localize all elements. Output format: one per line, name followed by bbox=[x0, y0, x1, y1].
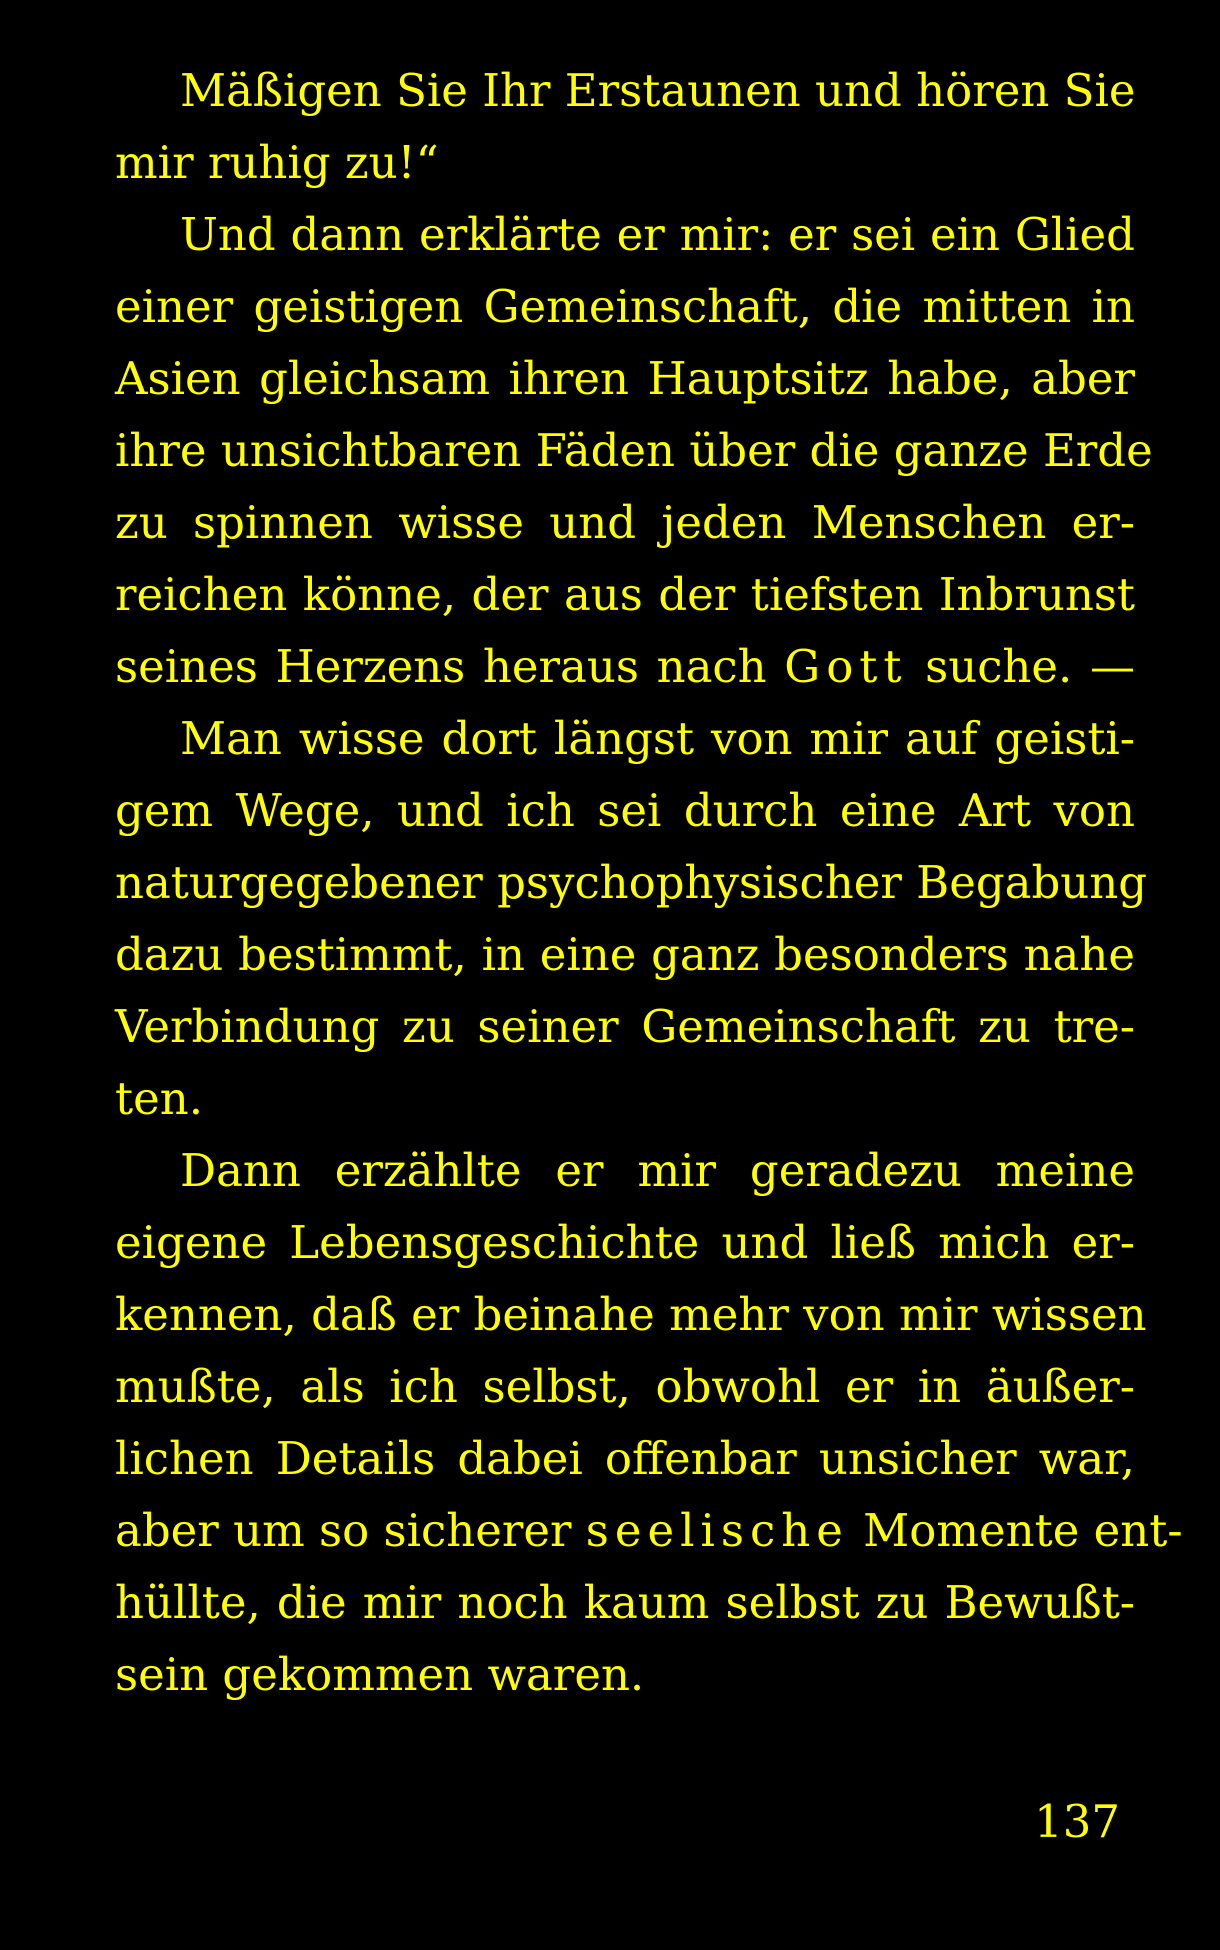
text-line: reichen könne, der aus der tiefsten Inbrunst bbox=[115, 568, 1135, 621]
text-line: dazu bestimmt, in eine ganz besonders nahe bbox=[115, 928, 1135, 981]
text-line: mußte, als ich selbst, obwohl er in äußer- bbox=[115, 1360, 1135, 1413]
spaced-word: Gott bbox=[784, 640, 908, 693]
text-line: gem Wege, und ich sei durch eine Art von bbox=[115, 784, 1135, 837]
text-line: naturgegebener psychophysischer Begabung bbox=[115, 856, 1148, 909]
text-line: mir ruhig zu!“ bbox=[115, 136, 439, 189]
body-text bbox=[115, 55, 1183, 1711]
text-line: ten. bbox=[115, 1072, 204, 1125]
text-fragment: aber um so sicherer bbox=[115, 1504, 586, 1557]
text-line: Und dann erklärte er mir: er sei ein Glied bbox=[180, 208, 1135, 261]
text-line: Verbindung zu seiner Gemeinschaft zu tre- bbox=[115, 1000, 1135, 1053]
text-line: Dann erzählte er mir geradezu meine bbox=[180, 1144, 1135, 1197]
text-fragment: Momente ent- bbox=[848, 1504, 1183, 1557]
text-line: eigene Lebensgeschichte und ließ mich er- bbox=[115, 1216, 1135, 1269]
text-fragment: seines Herzens heraus nach bbox=[115, 640, 785, 693]
text-line: kennen, daß er beinahe mehr von mir wissen bbox=[115, 1288, 1147, 1341]
page-number: 137 bbox=[1034, 1795, 1120, 1848]
text-line: hüllte, die mir noch kaum selbst zu Bewußt- bbox=[115, 1576, 1135, 1629]
text-line: sein gekommen waren. bbox=[115, 1648, 645, 1701]
spaced-word: seelische bbox=[585, 1504, 849, 1557]
text-line bbox=[115, 1495, 1183, 1567]
text-line: lichen Details dabei offenbar unsicher war, bbox=[115, 1432, 1135, 1485]
text-fragment: suche. — bbox=[907, 640, 1135, 693]
text-line: einer geistigen Gemeinschaft, die mitten in bbox=[115, 280, 1135, 333]
text-line: Asien gleichsam ihren Hauptsitz habe, aber bbox=[115, 352, 1135, 405]
text-line: zu spinnen wisse und jeden Menschen er- bbox=[115, 496, 1135, 549]
text-line: ihre unsichtbaren Fäden über die ganze Erde bbox=[115, 424, 1153, 477]
text-line bbox=[115, 631, 1135, 703]
text-line: Man wisse dort längst von mir auf geisti- bbox=[180, 712, 1135, 765]
text-line: Mäßigen Sie Ihr Erstaunen und hören Sie bbox=[180, 64, 1136, 117]
